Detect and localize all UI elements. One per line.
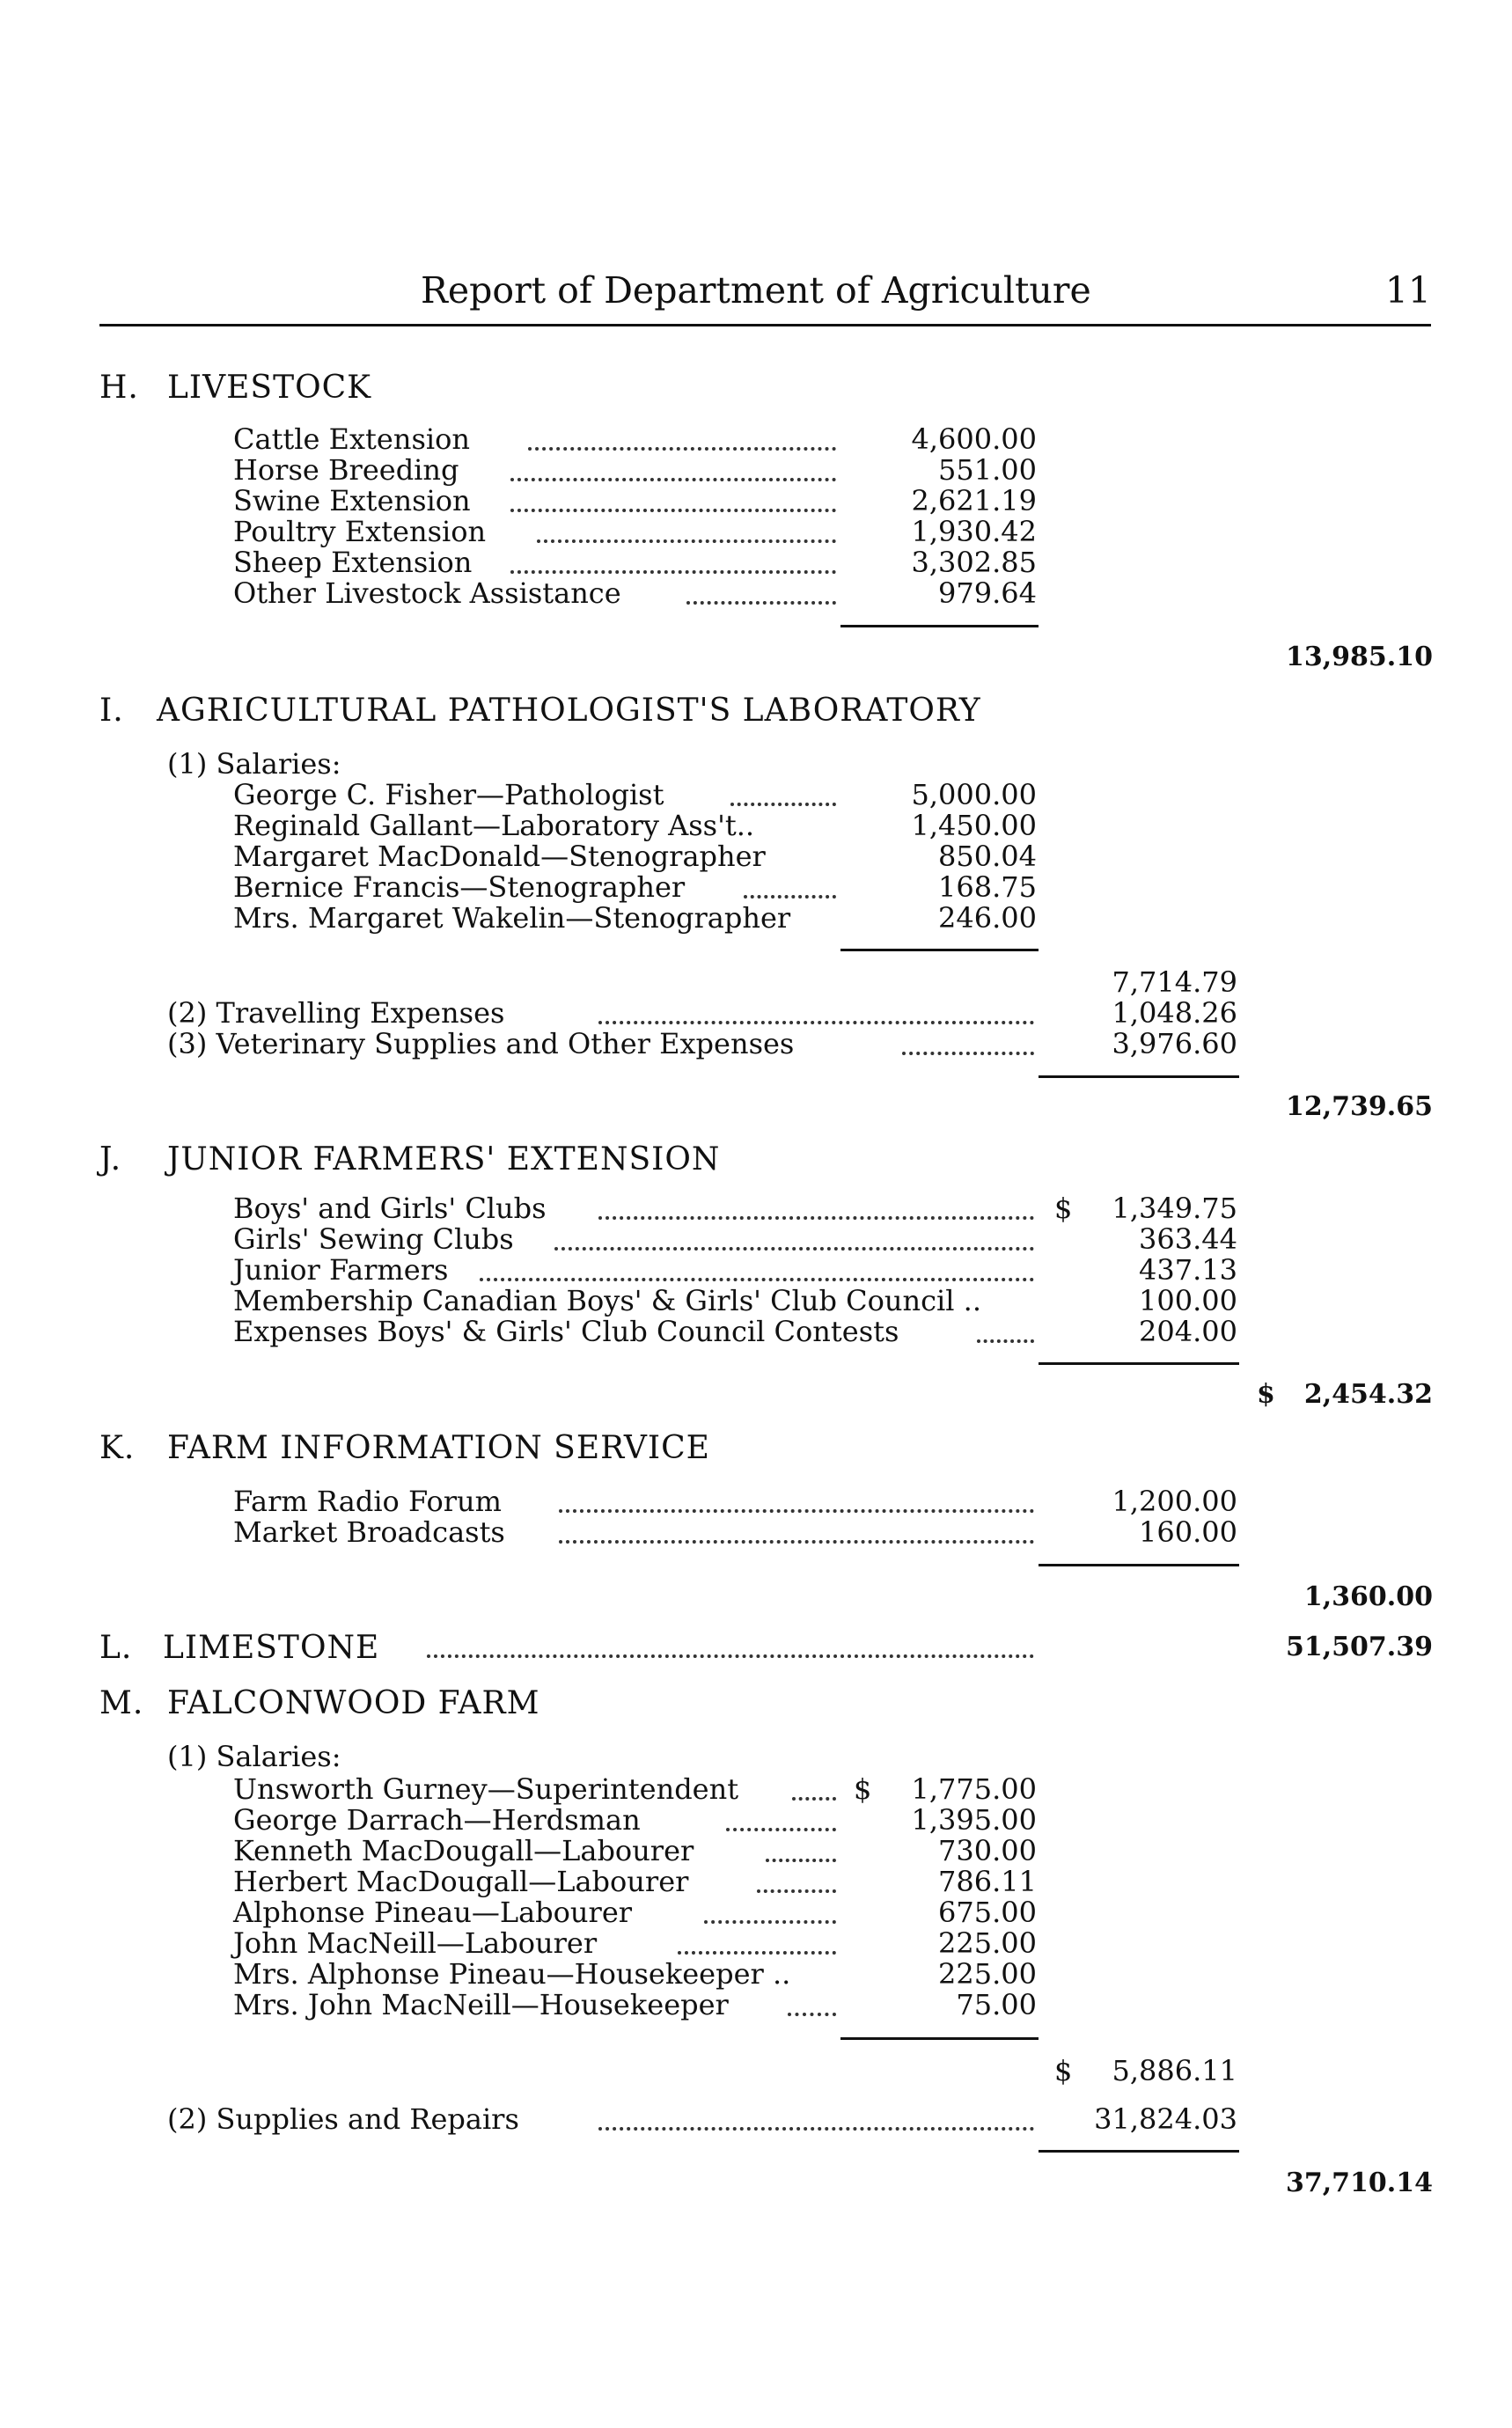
leader-dots — [792, 1797, 836, 1801]
sublist-label: (1) Salaries: — [167, 747, 341, 781]
leader-dots — [678, 1951, 836, 1955]
line-item-label: Boys' and Girls' Clubs — [233, 1192, 547, 1225]
line-item-amount: 1,930.42 — [911, 515, 1037, 548]
salary-amount: 5,000.00 — [911, 778, 1037, 811]
salary-amount: 1,775.00 — [911, 1772, 1037, 1806]
salary-amount: 225.00 — [938, 1926, 1037, 1960]
salary-label: Mrs. Margaret Wakelin—Stenographer — [233, 901, 791, 935]
line-item-label: Sheep Extension — [233, 546, 473, 579]
section-title: FALCONWOOD FARM — [167, 1685, 540, 1721]
currency-symbol: $ — [854, 1772, 872, 1806]
salary-amount: 225.00 — [938, 1957, 1037, 1991]
leader-dots — [598, 1021, 1034, 1024]
line-item-label: Poultry Extension — [233, 515, 487, 548]
section-total: 13,985.10 — [1285, 642, 1433, 672]
section-total: 37,710.14 — [1285, 2168, 1433, 2198]
line-item-amount: 363.44 — [1139, 1222, 1237, 1256]
line-item-amount: 551.00 — [938, 453, 1037, 487]
header-rule — [99, 324, 1431, 326]
section-title: LIVESTOCK — [167, 370, 372, 406]
line-item-amount: 3,302.85 — [911, 546, 1037, 579]
section-total: 12,739.65 — [1285, 1091, 1433, 1122]
section-title: JUNIOR FARMERS' EXTENSION — [167, 1141, 721, 1177]
leader-dots — [554, 1247, 1034, 1251]
leader-dots — [730, 803, 836, 806]
page-number: 11 — [1384, 269, 1431, 312]
line-item-label: Farm Radio Forum — [233, 1485, 502, 1518]
leader-dots — [510, 570, 836, 574]
salary-amount: 850.04 — [938, 840, 1037, 873]
leader-dots — [757, 1889, 836, 1893]
currency-symbol: $ — [1054, 2054, 1073, 2087]
subtotal-rule — [840, 2037, 1039, 2040]
line-item-label: Horse Breeding — [233, 453, 459, 487]
section-total: 2,454.32 — [1303, 1379, 1433, 1410]
subtotal-rule — [1039, 1362, 1239, 1365]
section-letter: J. — [99, 1141, 122, 1177]
salary-label: Kenneth MacDougall—Labourer — [233, 1834, 694, 1867]
leader-dots — [704, 1920, 836, 1924]
section-letter: K. — [99, 1430, 136, 1466]
section-letter: H. — [99, 370, 139, 406]
salaries-subtotal: 7,714.79 — [1112, 965, 1237, 999]
subtotal-rule — [840, 625, 1039, 627]
line-item-label: Swine Extension — [233, 484, 471, 517]
line-item-label: (2) Travelling Expenses — [167, 996, 505, 1030]
line-item-amount: 204.00 — [1139, 1315, 1237, 1348]
line-item-amount: 3,976.60 — [1112, 1027, 1237, 1060]
salary-label: Alphonse Pineau—Labourer — [233, 1896, 633, 1929]
salary-amount: 75.00 — [956, 1988, 1037, 2021]
line-item-label: Expenses Boys' & Girls' Club Council Contests — [233, 1315, 899, 1348]
line-item-label: Girls' Sewing Clubs — [233, 1222, 514, 1256]
section-letter: I. — [99, 693, 124, 729]
salary-amount: 246.00 — [938, 901, 1037, 935]
salary-label: Reginald Gallant—Laboratory Ass't.. — [233, 809, 755, 842]
leader-dots — [480, 1278, 1034, 1281]
line-item-amount: 1,349.75 — [1112, 1192, 1237, 1225]
salary-label: George Darrach—Herdsman — [233, 1803, 641, 1837]
line-item-amount: 1,048.26 — [1112, 996, 1237, 1030]
line-item-label: Cattle Extension — [233, 422, 470, 456]
leader-dots — [559, 1509, 1034, 1513]
leader-dots — [510, 478, 836, 481]
section-title: LIMESTONE — [163, 1630, 380, 1666]
salary-amount: 1,450.00 — [911, 809, 1037, 842]
leader-dots — [788, 2013, 836, 2016]
leader-dots — [510, 509, 836, 512]
section-letter: M. — [99, 1685, 144, 1721]
salary-label: Mrs. John MacNeill—Housekeeper — [233, 1988, 729, 2021]
leader-dots — [598, 2127, 1034, 2131]
line-item-amount: 160.00 — [1139, 1515, 1237, 1549]
salary-label: Mrs. Alphonse Pineau—Housekeeper .. — [233, 1957, 791, 1991]
section-total: 1,360.00 — [1303, 1581, 1433, 1612]
salary-amount: 1,395.00 — [911, 1803, 1037, 1837]
line-item-label: Junior Farmers — [233, 1253, 449, 1287]
salary-amount: 730.00 — [938, 1834, 1037, 1867]
leader-dots — [559, 1540, 1034, 1544]
leader-dots — [726, 1828, 836, 1831]
line-item-label: (3) Veterinary Supplies and Other Expenses — [167, 1027, 795, 1060]
leader-dots — [686, 601, 836, 605]
line-item-amount: 1,200.00 — [1112, 1485, 1237, 1518]
leader-dots — [977, 1339, 1034, 1343]
section-title: AGRICULTURAL PATHOLOGIST'S LABORATORY — [157, 693, 981, 729]
line-item-label: (2) Supplies and Repairs — [167, 2102, 519, 2136]
line-item-label: Market Broadcasts — [233, 1515, 505, 1549]
page-title: Report of Department of Agriculture — [421, 269, 1091, 312]
section-title: FARM INFORMATION SERVICE — [167, 1430, 710, 1466]
salary-label: Bernice Francis—Stenographer — [233, 870, 686, 904]
subtotal-rule — [1039, 1075, 1239, 1078]
salary-label: George C. Fisher—Pathologist — [233, 778, 664, 811]
subtotal-rule — [1039, 1564, 1239, 1566]
sublist-label: (1) Salaries: — [167, 1740, 341, 1773]
line-item-label: Other Livestock Assistance — [233, 576, 621, 610]
salary-amount: 168.75 — [938, 870, 1037, 904]
salary-label: Unsworth Gurney—Superintendent — [233, 1772, 739, 1806]
leader-dots — [537, 539, 836, 543]
subtotal-rule — [840, 949, 1039, 951]
leader-dots — [598, 1216, 1034, 1220]
section-letter: L. — [99, 1630, 133, 1666]
line-item-amount: 31,824.03 — [1094, 2102, 1237, 2136]
leader-dots — [744, 895, 836, 899]
salary-label: Herbert MacDougall—Labourer — [233, 1865, 689, 1898]
line-item-amount: 4,600.00 — [911, 422, 1037, 456]
leader-dots — [427, 1654, 1034, 1658]
line-item-amount: 979.64 — [938, 576, 1037, 610]
line-item-amount: 437.13 — [1139, 1253, 1237, 1287]
salary-amount: 786.11 — [938, 1865, 1037, 1898]
salaries-subtotal: 5,886.11 — [1112, 2054, 1237, 2087]
line-item-amount: 100.00 — [1139, 1284, 1237, 1317]
leader-dots — [766, 1859, 836, 1862]
leader-dots — [902, 1052, 1034, 1055]
salary-label: John MacNeill—Labourer — [233, 1926, 598, 1960]
salary-amount: 675.00 — [938, 1896, 1037, 1929]
leader-dots — [528, 447, 836, 451]
subtotal-rule — [1039, 2150, 1239, 2153]
line-item-label: Membership Canadian Boys' & Girls' Club Council .. — [233, 1284, 981, 1317]
salary-label: Margaret MacDonald—Stenographer — [233, 840, 766, 873]
currency-symbol: $ — [1257, 1379, 1275, 1410]
currency-symbol: $ — [1054, 1192, 1073, 1225]
line-item-amount: 2,621.19 — [911, 484, 1037, 517]
section-total: 51,507.39 — [1285, 1632, 1433, 1662]
